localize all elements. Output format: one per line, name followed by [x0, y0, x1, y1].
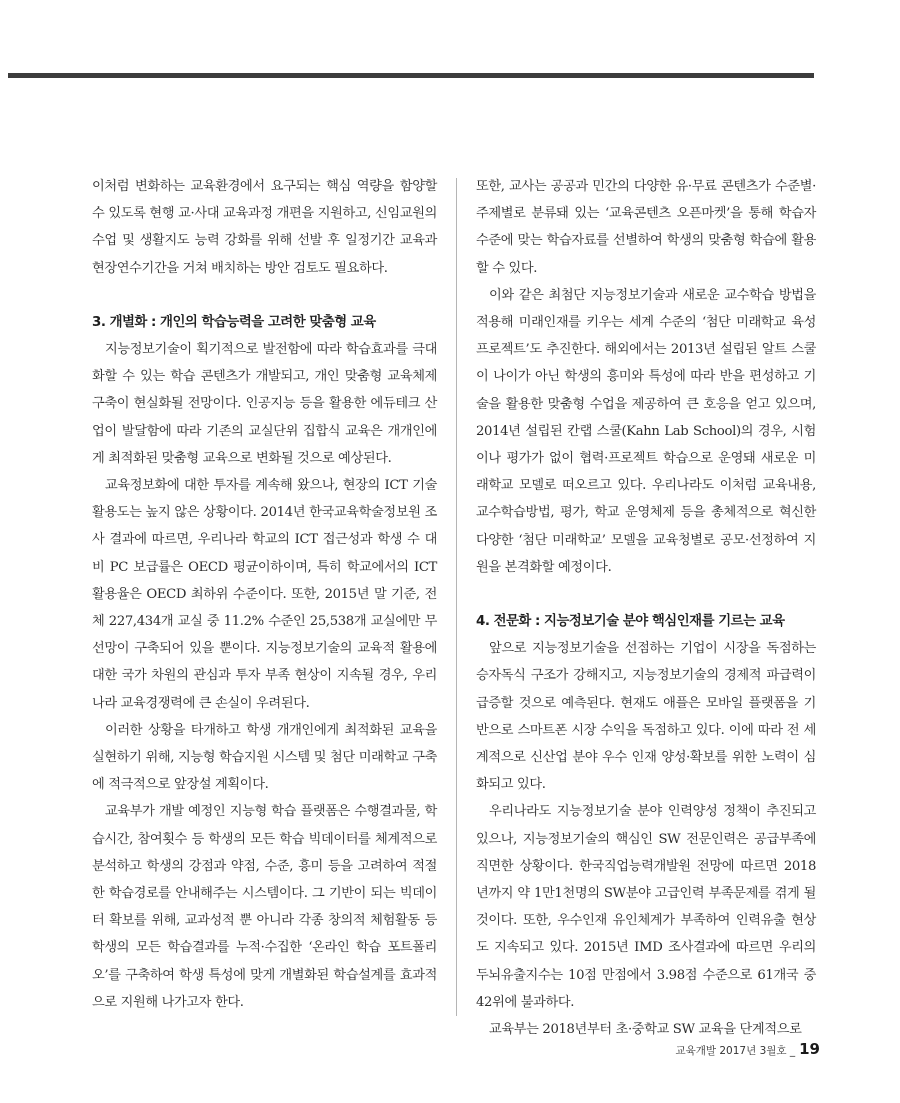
page-number: 19: [799, 1040, 820, 1058]
section4-paragraph-3: 교육부는 2018년부터 초·중학교 SW 교육을 단계적으로: [489, 1022, 802, 1038]
intro-paragraph: 이처럼 변화하는 교육환경에서 요구되는 핵심 역량을 함양할 수 있도록 현행 교·사대 교육과정 개편을 지원하고, 신임교원의 수업 및 생활지도 능력 강화를 위해 선발 후 일정기간 교육과 현장연수기간을 거쳐 배치하는 방안 검토도 필요하다.: [92, 179, 437, 276]
top-rule: [8, 73, 814, 78]
left-column: [92, 173, 437, 1016]
section4-paragraph-2: 우리나라도 지능정보기술 분야 인력양성 정책이 추진되고 있으나, 지능정보기술의 핵심인 SW 전문인력은 공급부족에 직면한 상황이다. 한국직업능력개발원 전망에 따르면 2018년까지 약 1만1천명의 SW분야 고급인력 부족문제를 겪게 될 것이다. 또한, 우수인재 유인체계가 부족하여 인력유출 현상도 지속되고 있다. 2015년 IMD 조사결과에 따르면 우리의 두뇌유출지수는 10점 만점에서 3.98점 수준으로 61개국 중 42위에 불과하다.: [476, 804, 816, 1010]
section3-paragraph-2: 교육정보화에 대한 투자를 계속해 왔으나, 현장의 ICT 기술 활용도는 높지 않은 상황이다. 2014년 한국교육학술정보원 조사 결과에 따르면, 우리나라 학교의 ICT 접근성과 학생 수 대비 PC 보급률은 OECD 평균이하이며, 특히 학교에서의 ICT 활용율은 OECD 최하위 수준이다. 또한, 2015년 말 기준, 전체 227,434개 교실 중 11.2% 수준인 25,538개 교실에만 무선망이 구축되어 있을 뿐이다. 지능정보기술의 교육적 활용에 대한 국가 차원의 관심과 투자 부족 현상이 지속될 경우, 우리나라 교육경쟁력에 큰 손실이 우려된다.: [92, 478, 437, 711]
section4-paragraph-1: 앞으로 지능정보기술을 선점하는 기업이 시장을 독점하는 승자독식 구조가 강해지고, 지능정보기술의 경제적 파급력이 급증할 것으로 예측된다. 현재도 애플은 모바일 플랫폼을 기반으로 스마트폰 시장 수익을 독점하고 있다. 이에 따라 전 세계적으로 신산업 분야 우수 인재 양성·확보를 위한 노력이 심화되고 있다.: [476, 641, 816, 793]
section3-paragraph-3: 이러한 상황을 타개하고 학생 개개인에게 최적화된 교육을 실현하기 위해, 지능형 학습지원 시스템 및 첨단 미래학교 구축에 적극적으로 앞장설 계획이다.: [92, 722, 437, 793]
section4-heading: 4. 전문화 : 지능정보기술 분야 핵심인재를 기르는 교육: [476, 614, 785, 630]
publication-label: 교육개발 2017년 3월호 _: [675, 1045, 796, 1057]
section3-paragraph-1: 지능정보기술이 획기적으로 발전함에 따라 학습효과를 극대화할 수 있는 학습 콘텐츠가 개발되고, 개인 맞춤형 교육체제 구축이 현실화될 전망이다. 인공지능 등을 활용한 에듀테크 산업이 발달함에 따라 기존의 교실단위 집합식 교육은 개개인에게 최적화된 맞춤형 교육으로 변화될 것으로 예상된다.: [92, 342, 437, 466]
section3-paragraph-4: 교육부가 개발 예정인 지능형 학습 플랫폼은 수행결과물, 학습시간, 참여횟수 등 학생의 모든 학습 빅데이터를 체계적으로 분석하고 학생의 강점과 약점, 수준, 흥미 등을 고려하여 적절한 학습경로를 안내해주는 시스템이다. 그 기반이 되는 빅데이터 확보를 위해, 교과성적 뿐 아니라 각종 창의적 체험활동 등 학생의 모든 학습결과를 누적·수집한 ‘온라인 학습 포트폴리오’를 구축하여 학생 특성에 맞게 개별화된 학습설계를 효과적으로 지원해 나가고자 한다.: [92, 804, 437, 1010]
section3-heading: 3. 개별화 : 개인의 학습능력을 고려한 맞춤형 교육: [92, 314, 376, 330]
right-column: [476, 173, 816, 1043]
page-footer: [675, 1040, 820, 1058]
continuation-paragraph: 또한, 교사는 공공과 민간의 다양한 유·무료 콘텐츠가 수준별·주제별로 분류돼 있는 ‘교육콘텐츠 오픈마켓’을 통해 학습자 수준에 맞는 학습자료를 선별하여 학생의 맞춤형 학습에 활용할 수 있다.: [476, 179, 816, 276]
column-divider: [456, 178, 457, 1016]
future-school-paragraph: 이와 같은 최첨단 지능정보기술과 새로운 교수학습 방법을 적용해 미래인재를 키우는 세계 수준의 ‘첨단 미래학교 육성 프로젝트’도 추진한다. 해외에서는 2013년 설립된 알트 스쿨이 나이가 아닌 학생의 흥미와 특성에 따라 반을 편성하고 기술을 활용한 맞춤형 수업을 제공하여 큰 호응을 얻고 있으며, 2014년 설립된 칸랩 스쿨(Kahn Lab School)의 경우, 시험이나 평가가 없이 협력·프로젝트 학습으로 운영돼 새로운 미래학교 모델로 떠오르고 있다. 우리나라도 이처럼 교육내용, 교수학습방법, 평가, 학교 운영체제 등을 총체적으로 혁신한 다양한 ‘첨단 미래학교’ 모델을 교육청별로 공모·선정하여 지원을 본격화할 예정이다.: [476, 287, 816, 575]
